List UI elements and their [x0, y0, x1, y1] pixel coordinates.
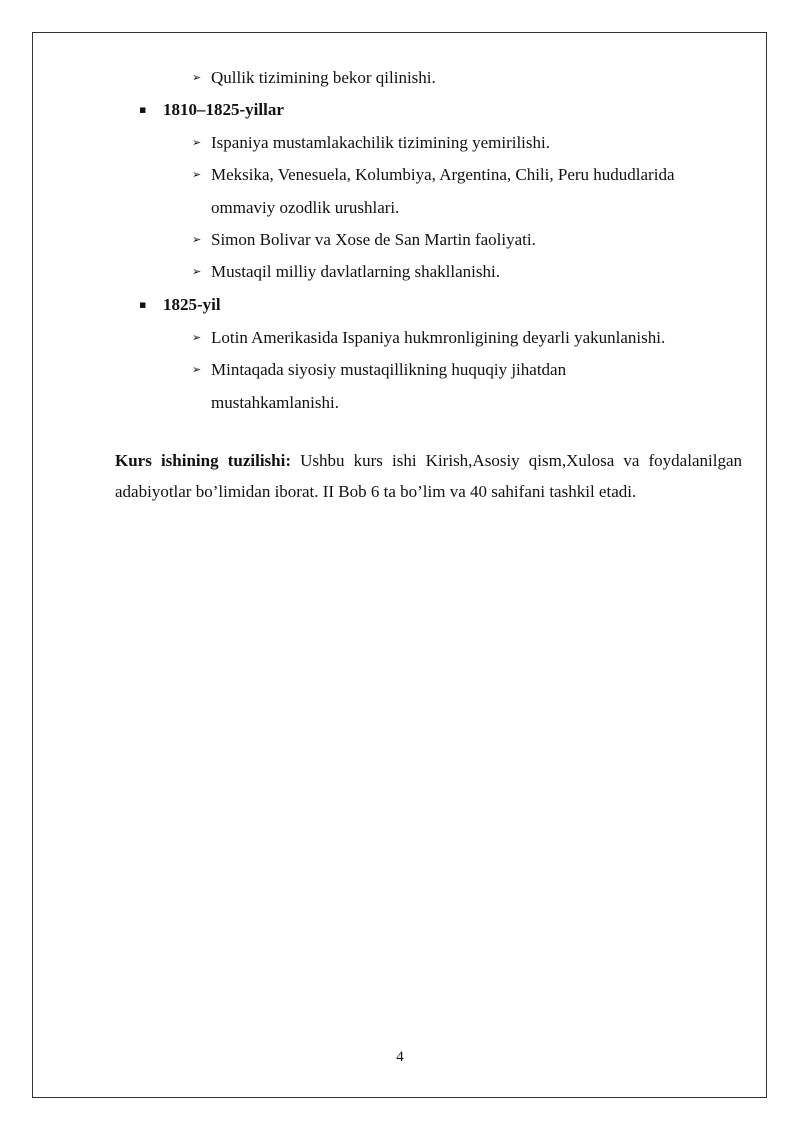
list-item: Meksika, Venesuela, Kolumbiya, Argentina, Chili, Peru hududlarida [211, 165, 675, 184]
list-item: Lotin Amerikasida Ispaniya hukmronligining deyarli yakunlanishi. [211, 328, 666, 347]
square-bullet-icon: ▪ [139, 298, 147, 311]
structure-text: Ushbu kurs ishi Kirish,Asosiy qism,Xulosa va foydalanilgan adabiyotlar bo’limidan iborat. II Bob 6 ta bo’lim va 40 sahifani tashkil etadi. [115, 451, 742, 501]
list-item: Mustaqil milliy davlatlarning shakllanishi. [211, 262, 500, 281]
arrowhead-bullet-icon: ➢ [192, 331, 202, 344]
arrowhead-bullet-icon: ➢ [192, 168, 202, 181]
list-heading: 1810–1825-yillar [163, 100, 284, 119]
arrowhead-bullet-icon: ➢ [192, 265, 202, 278]
arrowhead-bullet-icon: ➢ [192, 71, 202, 84]
square-bullet-icon: ▪ [139, 103, 147, 116]
arrowhead-bullet-icon: ➢ [192, 233, 202, 246]
page-number: 4 [396, 1049, 404, 1065]
list-item-continuation: ommaviy ozodlik urushlari. [211, 198, 400, 217]
list-item: Mintaqada siyosiy mustaqillikning huquqiy jihatdan [211, 360, 567, 379]
list-item: Qullik tizimining bekor qilinishi. [211, 68, 436, 87]
list-heading: 1825-yil [163, 295, 221, 314]
list-item: Simon Bolivar va Xose de San Martin faoliyati. [211, 230, 536, 249]
arrowhead-bullet-icon: ➢ [192, 363, 202, 376]
list-item-continuation: mustahkamlanishi. [211, 393, 339, 412]
list-item: Ispaniya mustamlakachilik tizimining yemirilishi. [211, 133, 550, 152]
structure-paragraph [115, 445, 742, 507]
structure-label: Kurs ishining tuzilishi: [115, 451, 291, 470]
arrowhead-bullet-icon: ➢ [192, 136, 202, 149]
